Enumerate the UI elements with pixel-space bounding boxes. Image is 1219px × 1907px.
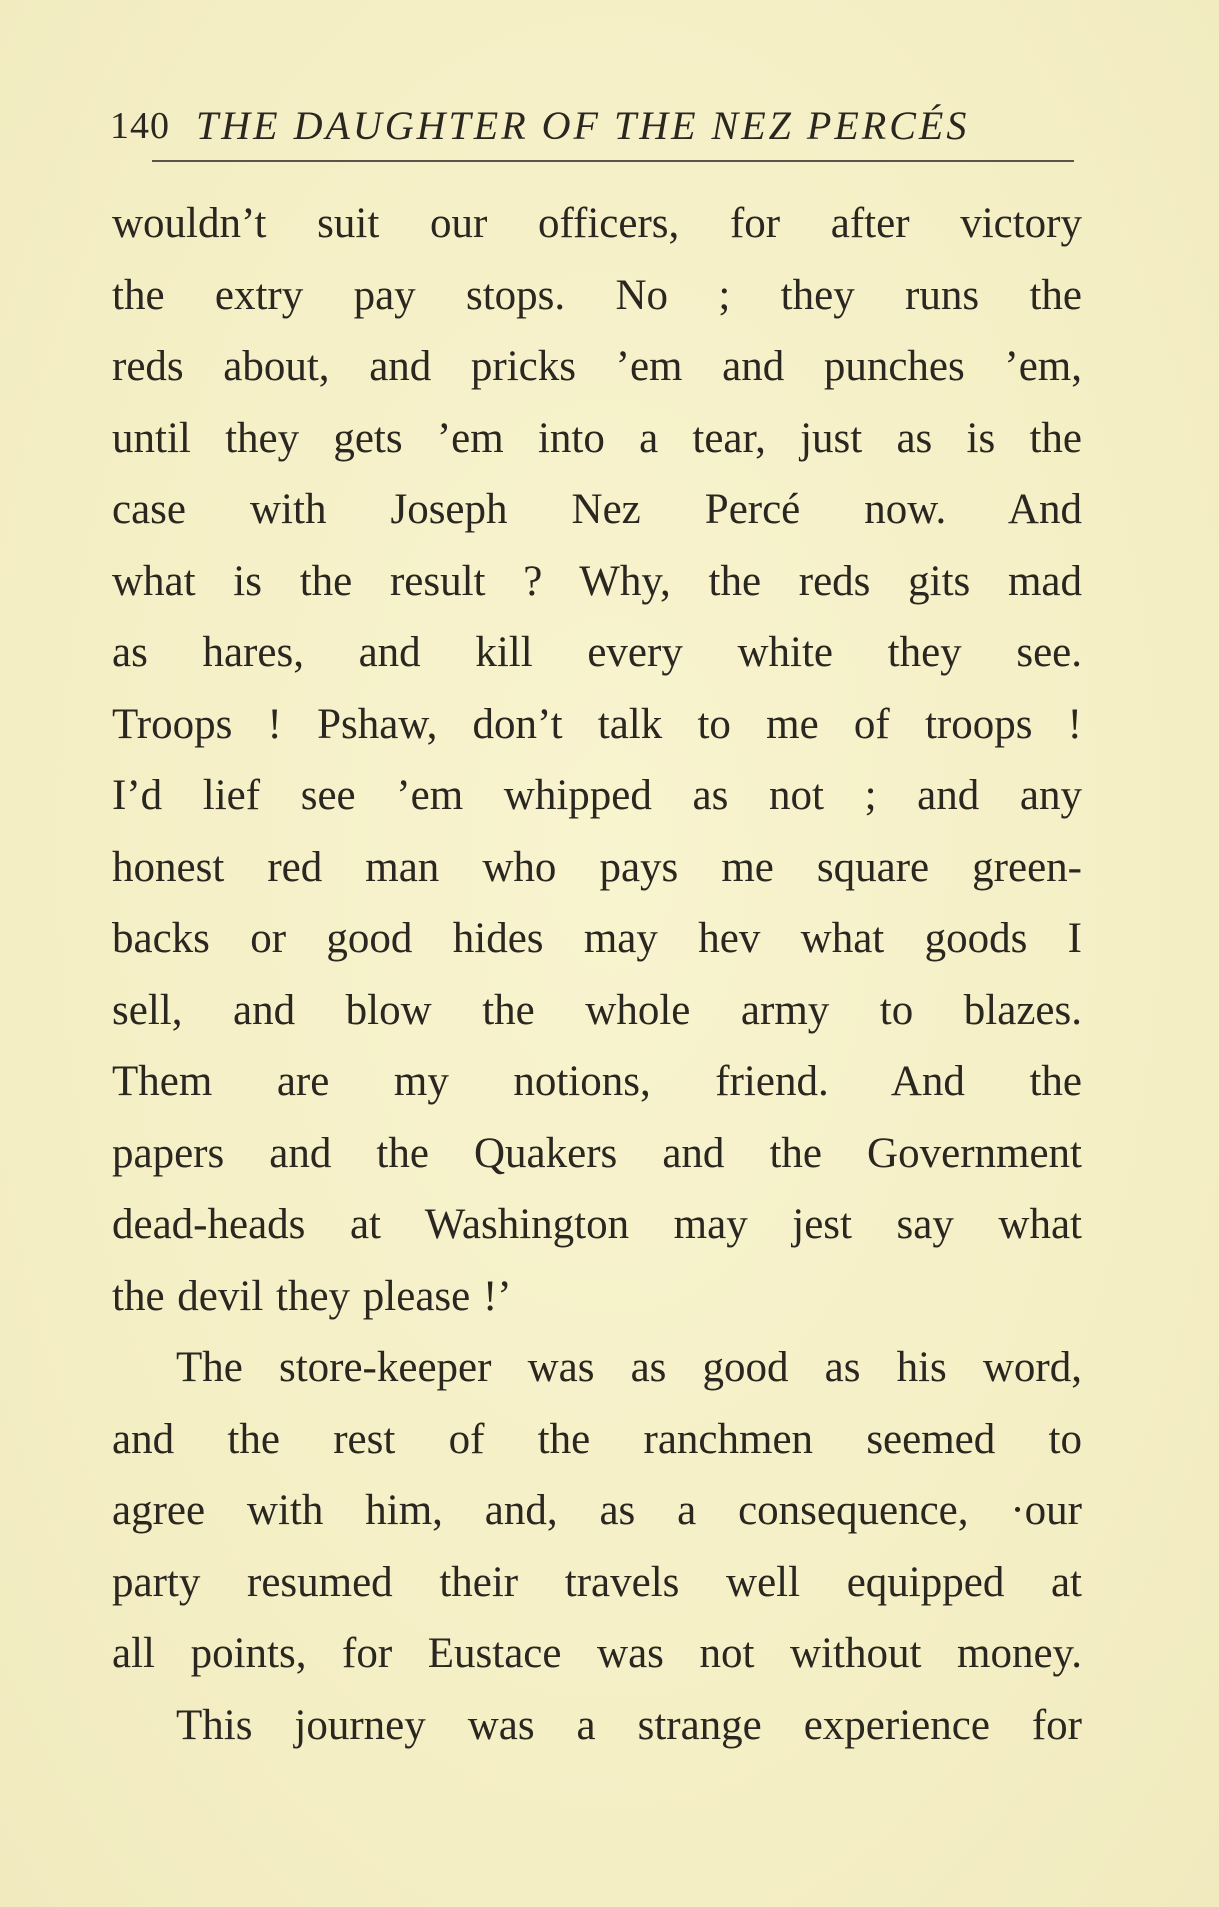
text-line: until they gets ’em into a tear, just as is the bbox=[112, 414, 1082, 462]
text-line: papers and the Quakers and the Government bbox=[112, 1129, 1082, 1177]
text-line: reds about, and pricks ’em and punches ’em, bbox=[112, 343, 1082, 390]
text-line: the extry pay stops. No ; they runs the bbox=[112, 271, 1082, 319]
text-line: backs or good hides may hev what goods I bbox=[112, 915, 1082, 962]
text-line: and the rest of the ranchmen seemed to bbox=[112, 1415, 1082, 1463]
text-line: honest red man who pays me square green- bbox=[112, 843, 1082, 891]
text-line: case with Joseph Nez Percé now. And bbox=[112, 486, 1082, 533]
running-title: THE DAUGHTER OF THE NEZ PERCÉS bbox=[196, 103, 970, 148]
body-text bbox=[112, 188, 1082, 1761]
text-line-paragraph-start: The store-keeper was as good as his word, bbox=[176, 1344, 1082, 1391]
text-line: Troops ! Pshaw, don’t talk to me of troops ! bbox=[112, 700, 1082, 748]
text-line: party resumed their travels well equipped at bbox=[112, 1558, 1082, 1606]
text-line: all points, for Eustace was not without money. bbox=[112, 1630, 1082, 1677]
page-header bbox=[110, 98, 1090, 158]
text-line: agree with him, and, as a consequence, ·our bbox=[112, 1487, 1082, 1534]
text-line: I’d lief see ’em whipped as not ; and any bbox=[112, 772, 1082, 819]
text-line: the devil they please !’ bbox=[112, 1272, 512, 1320]
header-rule bbox=[152, 160, 1074, 162]
text-line: what is the result ? Why, the reds gits mad bbox=[112, 557, 1082, 605]
text-line: sell, and blow the whole army to blazes. bbox=[112, 986, 1082, 1034]
page-number: 140 bbox=[110, 105, 170, 147]
text-line: wouldn’t suit our officers, for after victory bbox=[112, 200, 1082, 247]
text-line: as hares, and kill every white they see. bbox=[112, 629, 1082, 676]
text-line-paragraph-start: This journey was a strange experience for bbox=[176, 1701, 1082, 1749]
text-line: Them are my notions, friend. And the bbox=[112, 1058, 1082, 1105]
text-line: dead-heads at Washington may jest say what bbox=[112, 1201, 1082, 1248]
